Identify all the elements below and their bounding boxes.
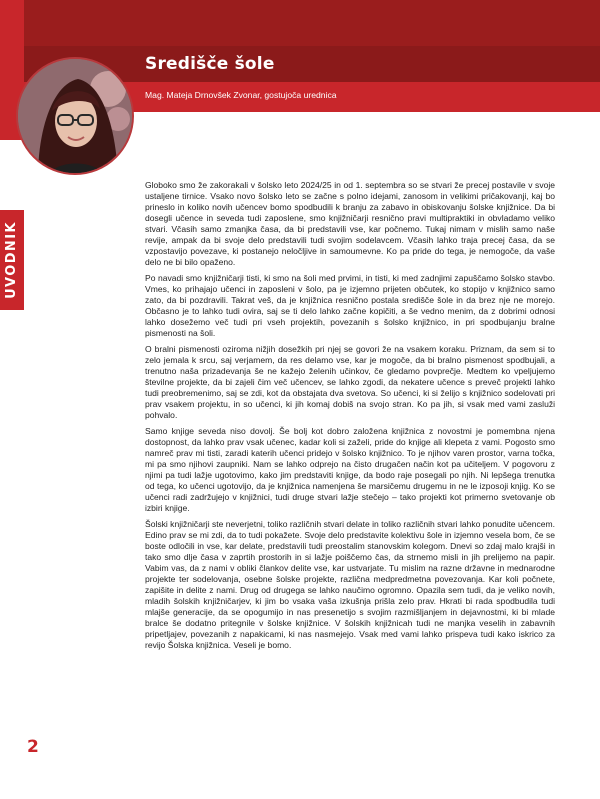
header-band-top bbox=[0, 0, 600, 46]
paragraph: Po navadi smo knjižničarji tisti, ki smo na šoli med prvimi, in tisti, ki med zadnjimi zapuščamo šolsko stavbo. Vmes, ko prihajajo učenci in zaposleni v šolo, pa je izjemno prijeten občutek, ko stopijo v knjižnico samo zato, da bi pozdravili. Takrat veš, da je knjižnica resnično postala središče šole in da brez nje ne morejo. Občasno je to lahko tudi ovira, saj se ti delo lahko začne kopičiti, a še vedno menim, da z dobrimi odnosi lahko dosežemo več tudi pri vseh projektih, povezanih s šolsko knjižnico, in pri spodbujanju bralne pismenosti na šoli. bbox=[145, 273, 555, 338]
paragraph: O bralni pismenosti oziroma nižjih dosežkih pri njej se govori že na vsakem koraku. Priznam, da sem si to zelo jemala k srcu, saj verjamem, da res delamo vse, kar je mogoče, da bi bralno pismenost spodbujali, a trenutno naša prizadevanja še ne kažejo želenih učinkov, če gledamo povprečje. Medtem ko vpeljujemo številne projekte, da bi zajeli čim več učencev, se lahko zgodi, da nekatere učence s preveč projekti lahko tudi preobremenimo, saj se zdi, kot da obstajata dva svetova. So učenci, ki si želijo s knjižnico sodelovati pri prav vsakem projektu, in so učenci, ki jih komaj dobiš na svojo stran. Ko pa jih, si vsak med vami zasluži pohvalo. bbox=[145, 344, 555, 420]
article-body bbox=[145, 180, 555, 656]
page-title: Središče šole bbox=[145, 54, 275, 74]
paragraph: Samo knjige seveda niso dovolj. Še bolj kot dobro založena knjižnica z novostmi je pomembna njena dostopnost, da lahko prav vsak učenec, kadar koli si zaželi, pride do knjige ali klepeta z vami. Pogosto smo namreč prav mi tisti, zaradi katerih učenci pridejo v šolsko knjižnico. To je njihov varen prostor, varna točka, mi pa smo njihovi zaupniki. Nam se lahko odprejo na čisto drugačen način kot pa učiteljem. V pogovoru z njimi pa tudi lažje ugotovimo, kako jim predstaviti knjige, da bodo raje posegali po njih. Ni lepšega trenutka od tega, ko učenci ugotovijo, da je knjižnica namenjena še marsičemu drugemu in ne le izposoji knjig. Ko se učenci radi zadržujejo v knjižnici, tudi druge stvari lažje stečejo – tako projekti kot primerno svetovanje ob izbiri knjige. bbox=[145, 426, 555, 513]
page-number: 2 bbox=[27, 737, 39, 757]
paragraph: Šolski knjižničarji ste neverjetni, toliko različnih stvari delate in toliko različnih stvari lahko ponudite učencem. Edino prav se mi zdi, da to tudi pokažete. Svoje delo predstavite kolektivu šole in izjemno vesela bom, če se boste odločili in vse, kar delate, predstavili tudi preostalim stanovskim kolegom. Dnevi so zdaj malo krajši in tako smo dlje časa v zaprtih prostorih in si lažje poiščemo čas, da strnemo misli in jih prelijemo na papir. Vabim vas, da z nami v obliki člankov delite vse, kar ustvarjate. Tu mislim na razne državne in mednarodne projekte ter sodelovanja, osebne šolske projekte, različna medpredmetna povezovanja. Kar koli počnete, zapišite in delite z nami. Drug od drugega se lahko naučimo ogromno. Opazila sem tudi, da je veliko novih, mladih šolskih knjižničarjev, ki jim bo vsaka vaša izkušnja prišla zelo prav. Hkrati bi rada spodbudila tudi mlajše generacije, da se opogumijo in nas presenetijo s svojim razmišljanjem in dejavnostmi, ki bi mlade bralce še dodatno pritegnile v šolske knjižnice. V šolskih knjižnicah tudi ne manjka veselih in zabavnih pripetljajev, povezanih z napakicami, ki nas nasmejejo. Vsak med vami lahko prispeva tudi kako iskrico za revijo Šolska knjižnica. Veseli je bomo. bbox=[145, 519, 555, 650]
paragraph: Globoko smo že zakorakali v šolsko leto 2024/25 in od 1. septembra so se stvari že precej postavile v svoje ustaljene tirnice. Vsako novo šolsko leto se začne s polno idejami, zanosom in velikimi pričakovanji, kaj bo prineslo in koliko novih učencev bomo spodbudili k branju za zabavo in obiskovanju šolske knjižnice. Da bi dosegli učence in seveda tudi zaposlene, smo knjižničarji resnično pravi multipraktiki in obvladamo veliko stvari. Včasih samo zmanjka časa, da bi predstavili vse, kar počnemo. Tukaj nimam v mislih samo naše revije, ampak da bi svoje delo predstavili tudi svojim sodelavcem. Včasih lahko traja precej časa, da se vzpostavijo povezave, ki postanejo neločljive in samoumevne. Ko pa pride do tega, je nemogoče, da vaše delo ne bi bilo opaženo. bbox=[145, 180, 555, 267]
author-line: Mag. Mateja Drnovšek Zvonar, gostujoča urednica bbox=[145, 90, 337, 100]
portrait-image bbox=[18, 59, 134, 175]
section-label: UVODNIK bbox=[4, 221, 19, 299]
author-portrait bbox=[16, 57, 134, 175]
